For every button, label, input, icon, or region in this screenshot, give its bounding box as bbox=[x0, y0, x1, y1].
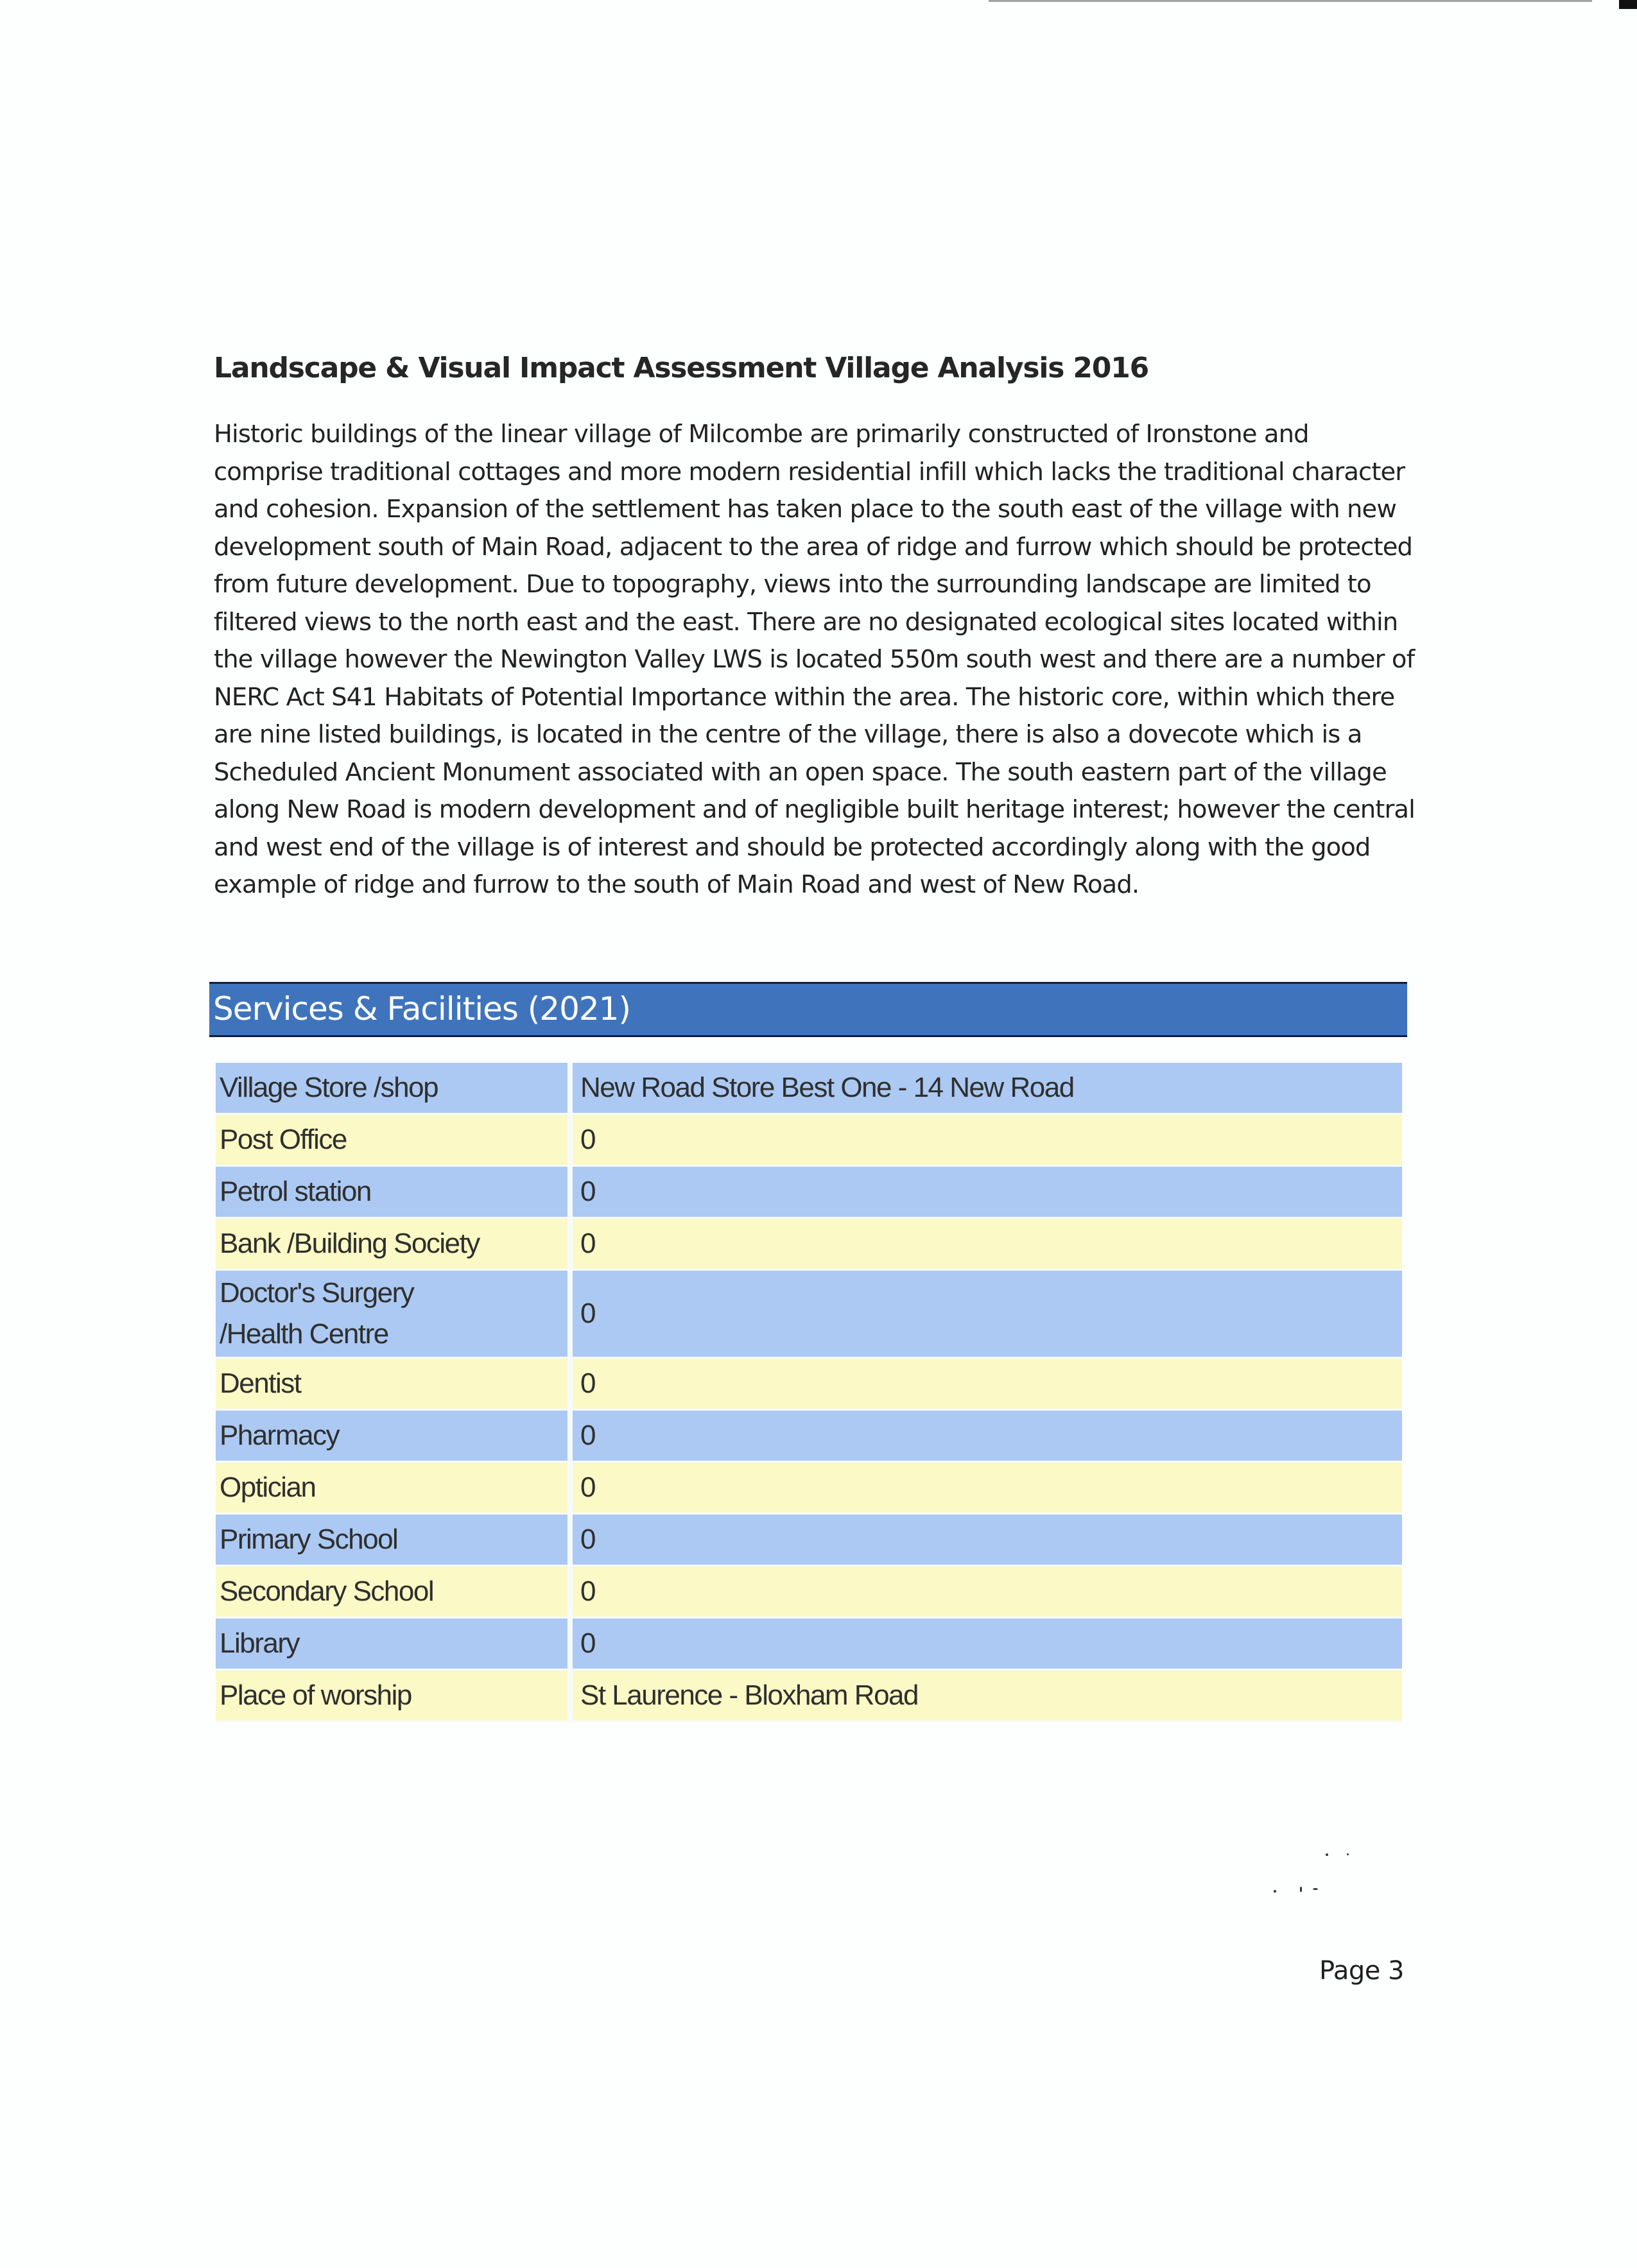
row-label: Dentist bbox=[216, 1359, 573, 1411]
row-label: Library bbox=[216, 1619, 573, 1671]
row-label: Village Store /shop bbox=[216, 1063, 573, 1115]
table-row-library bbox=[216, 1619, 1402, 1671]
table-row-post-office bbox=[216, 1115, 1402, 1167]
scan-corner-artifact bbox=[1619, 0, 1637, 9]
row-value: 0 bbox=[573, 1619, 1402, 1671]
scan-edge-artifact bbox=[989, 0, 1592, 2]
row-value: 0 bbox=[573, 1219, 1402, 1271]
row-value: 0 bbox=[573, 1515, 1402, 1567]
table-row-village-store bbox=[216, 1063, 1402, 1115]
row-value: St Laurence - Bloxham Road bbox=[573, 1671, 1402, 1722]
row-label: Secondary School bbox=[216, 1567, 573, 1619]
row-label: Optician bbox=[216, 1463, 573, 1515]
table-row-optician bbox=[216, 1463, 1402, 1515]
row-label-line-1: Doctor's Surgery bbox=[220, 1277, 414, 1309]
row-label: Bank /Building Society bbox=[216, 1219, 573, 1271]
row-value: 0 bbox=[573, 1411, 1402, 1463]
services-section-banner bbox=[209, 982, 1407, 1037]
services-facilities-table bbox=[216, 1063, 1402, 1722]
table-row-secondary-school bbox=[216, 1567, 1402, 1619]
row-value: 0 bbox=[573, 1271, 1402, 1359]
scan-speck bbox=[1274, 1890, 1276, 1893]
table-row-pharmacy bbox=[216, 1411, 1402, 1463]
row-label: Primary School bbox=[216, 1515, 573, 1567]
scan-speck bbox=[1347, 1853, 1349, 1855]
row-label-line-2: /Health Centre bbox=[220, 1318, 388, 1350]
row-value: 0 bbox=[573, 1359, 1402, 1411]
services-section-heading: Services & Facilities (2021) bbox=[213, 990, 631, 1027]
table-row-primary-school bbox=[216, 1515, 1402, 1567]
document-title: Landscape & Visual Impact Assessment Village Analysis 2016 bbox=[214, 352, 1149, 384]
table-row-dentist bbox=[216, 1359, 1402, 1411]
body-paragraph: Historic buildings of the linear village of Milcombe are primarily constructed of Ironstone and comprise traditional cottages and more modern residential infill which lacks the traditional character and cohesion. Expansion of the settlement has taken place to the south east of the village with new development south of Main Road, adjacent to the area of ridge and furrow which should be protected from future development. Due to topography, views into the surrounding landscape are limited to filtered views to the north east and the east. There are no designated ecological sites located within the village however the Newington Valley LWS is located 550m south west and there are a number of NERC Act S41 Habitats of Potential Importance within the area. The historic core, within which there are nine listed buildings, is located in the centre of the village, there is also a dovecote which is a Scheduled Ancient Monument associated with an open space. The south eastern part of the village along New Road is modern development and of negligible built heritage interest; however the central and west end of the village is of interest and should be protected accordingly along with the good example of ridge and furrow to the south of Main Road and west of New Road. bbox=[214, 420, 1415, 899]
table-row-bank bbox=[216, 1219, 1402, 1271]
row-value: 0 bbox=[573, 1567, 1402, 1619]
scan-speck bbox=[1313, 1888, 1318, 1890]
row-label: Place of worship bbox=[216, 1671, 573, 1722]
row-value: 0 bbox=[573, 1115, 1402, 1167]
table-row-place-of-worship bbox=[216, 1671, 1402, 1722]
row-value: 0 bbox=[573, 1463, 1402, 1515]
table-row-doctors-surgery bbox=[216, 1271, 1402, 1359]
page-number: Page 3 bbox=[1319, 1956, 1404, 1986]
scan-speck bbox=[1300, 1887, 1302, 1892]
table-row-petrol-station bbox=[216, 1167, 1402, 1219]
row-label bbox=[216, 1271, 573, 1359]
row-label: Pharmacy bbox=[216, 1411, 573, 1463]
scan-speck bbox=[1326, 1853, 1328, 1856]
row-label: Petrol station bbox=[216, 1167, 573, 1219]
row-label: Post Office bbox=[216, 1115, 573, 1167]
row-value: New Road Store Best One - 14 New Road bbox=[573, 1063, 1402, 1115]
row-value: 0 bbox=[573, 1167, 1402, 1219]
